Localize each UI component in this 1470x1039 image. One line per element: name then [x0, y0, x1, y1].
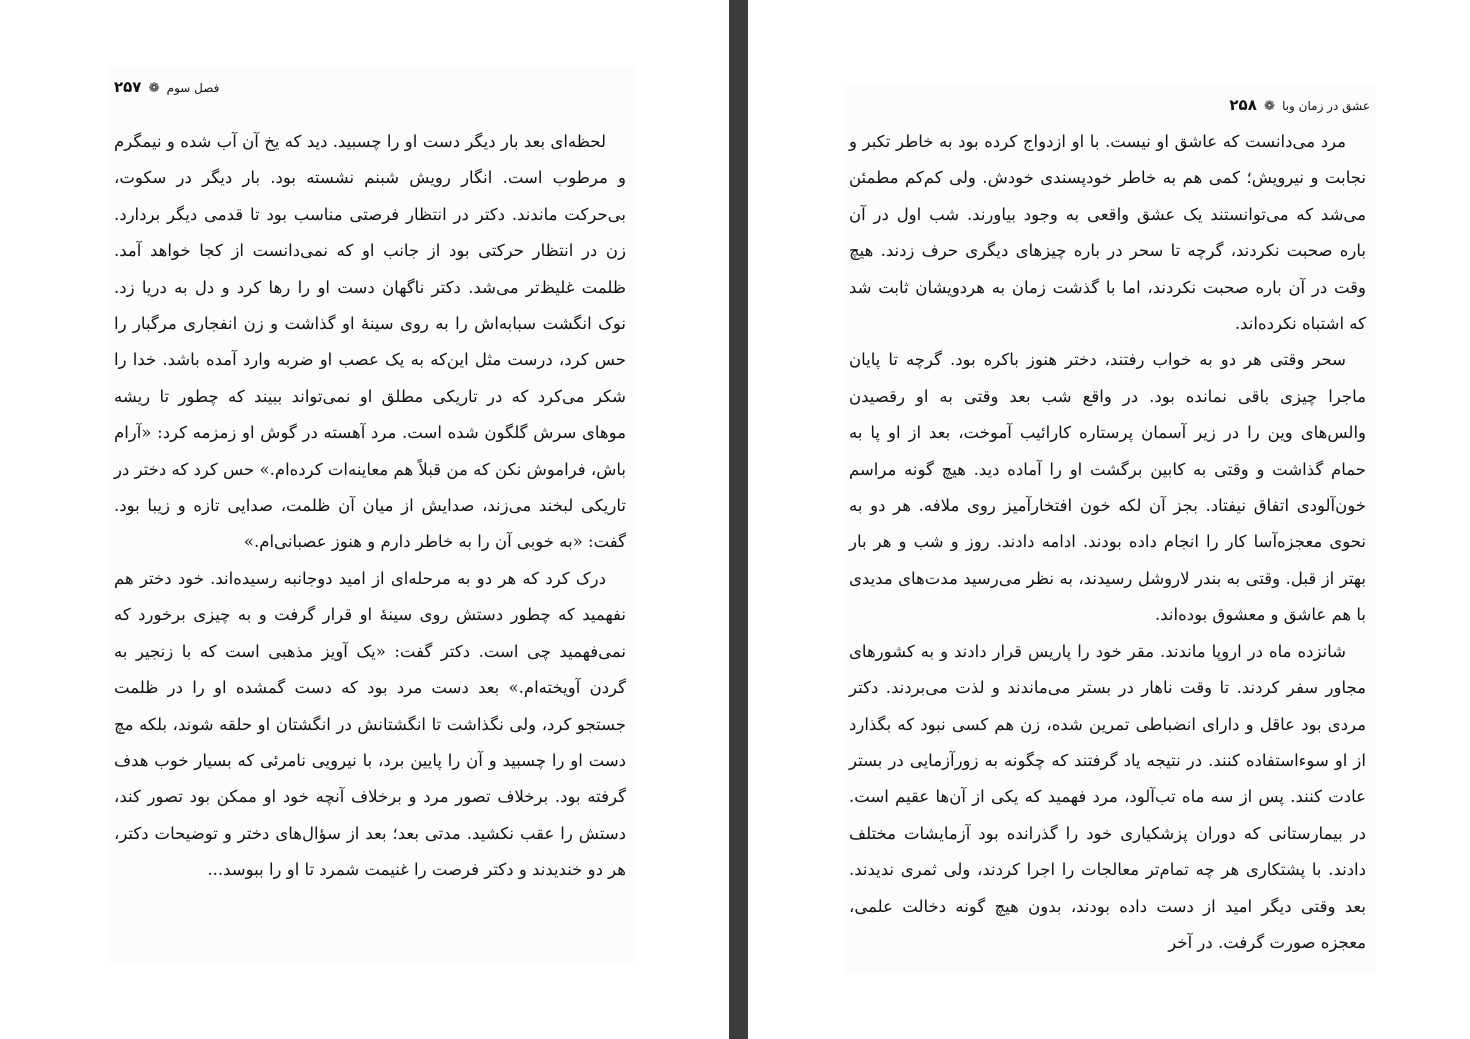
right-page-header: [849, 96, 1370, 118]
right-page-body: [849, 124, 1366, 961]
left-page-header: [114, 78, 630, 100]
book-title: عشق در زمان وبا: [1282, 99, 1370, 113]
paragraph: سحر وقتی هر دو به خواب رفتند، دختر هنوز باکره بود. گرچه تا پایان ماجرا چیزی باقی نمانده بود. در واقع شب بعد وقتی به او رقصیدن والس‌های وین را در زیر آسمان پرستاره کارائیب آموخت، بعد از او پا به حمام گذاشت و وقتی به کابین برگشت او را آماده دید. هیچ گونه مراسم خون‌آلودی اتفاق نیفتاد. بجز آن لکه خون افتخارآمیز روی ملافه. هر دو به نحوی معجزه‌آسا کار را انجام داده بودند. ادامه دادند. روز و شب و هر بار بهتر از قبل. وقتی به بندر لاروشل رسیدند، به نظر می‌رسید مدت‌های مدیدی با هم عاشق و معشوق بوده‌اند.: [849, 350, 1366, 625]
paragraph: لحظه‌ای بعد بار دیگر دست او را چسبید. دید که یخ آن آب شده و نیمگرم و مرطوب است. انگار رویش شبنم نشسته بود. بار دیگر در سکوت، بی‌حرکت ماندند. دکتر در انتظار فرصتی مناسب بود تا قدمی دیگر بردارد. زن در انتظار حرکتی بود از جانب او که نمی‌دانست از کجا خواهد آمد. ظلمت غلیظ‌تر می‌شد. دکتر ناگهان دست او را رها کرد و دل به دریا زد. نوک انگشت سبابه‌اش را به روی سینهٔ او گذاشت و زن انفجاری مرگبار را حس کرد، درست مثل این‌که به یک عصب او ضربه وارد آمده باشد. خدا را شکر می‌کرد که در تاریکی مطلق او نمی‌تواند ببیند که چطور تا ریشه موهای سرش گلگون شده است. مرد آهسته در گوش او زمزمه کرد: «آرام باش، فراموش نکن که من قبلاً هم معاینه‌ات کرده‌ام.» حس کرد که دختر در تاریکی لبخند می‌زند، صدایش از میان آن ظلمت، صدایی تازه و زیبا بود. گفت: «به خوبی آن را به خاطر دارم و هنوز عصبانی‌ام.»: [114, 132, 626, 552]
chapter-title: فصل سوم: [166, 81, 220, 95]
left-page-number: ۲۵۷: [114, 78, 142, 96]
right-page-number: ۲۵۸: [1229, 96, 1257, 114]
left-page: [108, 66, 636, 962]
left-page-body: [114, 124, 626, 889]
paragraph: درک کرد که هر دو به مرحله‌ای از امید دوجانبه رسیده‌اند. خود دختر هم نفهمید که چطور دستش روی سینهٔ او قرار گرفت و به چیزی برخورد که نمی‌فهمید چی است. دکتر گفت: «یک آویز مذهبی است که با زنجیر به گردن آویخته‌ام.» بعد دست مرد بود که دست گمشده او را در ظلمت جستجو کرد، ولی نگذاشت تا انگشتانش در انگشتان او حلقه شوند، بلکه مچ دست او را چسبید و آن را پایین برد، با نیرویی نامرئی که بسیار خوب هدف گرفته بود. برخلاف تصور مرد و برخلاف آنچه خود او ممکن بود تصور کند، دستش را عقب نکشید. مدتی بعد؛ بعد از سؤال‌های دختر و توضیحات دکتر، هر دو خندیدند و دکتر فرصت را غنیمت شمرد تا او را ببوسد...: [114, 568, 626, 880]
ornament-icon: ❁: [1264, 99, 1275, 114]
right-page: [843, 84, 1376, 974]
ornament-icon: ❁: [148, 81, 160, 96]
paragraph: شانزده ماه در اروپا ماندند. مقر خود را پاریس قرار دادند و به کشورهای مجاور سفر کردند. تا وقت ناهار در بستر می‌ماندند و لذت می‌بردند. دکتر مردی بود عاقل و دارای انضباطی تمرین شده، زن هم کسی نبود که بگذارد از او سوءاستفاده کنند. در نتیجه یاد گرفتند که چگونه به زورآزمایی در بستر عادت کنند. پس از سه ماه تب‌آلود، مرد فهمید که یکی از آن‌ها عقیم است. در بیمارستانی که دوران پزشکیاری خود را گذرانده بود آزمایشات مختلف دادند. با پشتکاری هر چه تمام‌تر معالجات را اجرا کردند، ولی ثمری ندیدند. بعد وقتی دیگر امید از دست داده بودند، بدون هیچ گونه دخالت علمی، معجزه صورت گرفت. در آخر: [849, 641, 1366, 952]
paragraph: مرد می‌دانست که عاشق او نیست. با او ازدواج کرده بود به خاطر تکبر و نجابت و نیرویش؛ کمی هم به خاطر خودپسندی خودش. ولی کم‌کم مطمئن می‌شد که می‌توانستند یک عشق واقعی به وجود بیاورند. شب اول در آن باره صحبت نکردند، گرچه تا سحر در باره چیزهای دیگری حرف زدند. هیچ وقت در آن باره صحبت نکردند، اما با گذشت زمان به هردویشان ثابت شد که اشتباه نکرده‌اند.: [849, 132, 1366, 334]
page-divider: [729, 0, 748, 1039]
